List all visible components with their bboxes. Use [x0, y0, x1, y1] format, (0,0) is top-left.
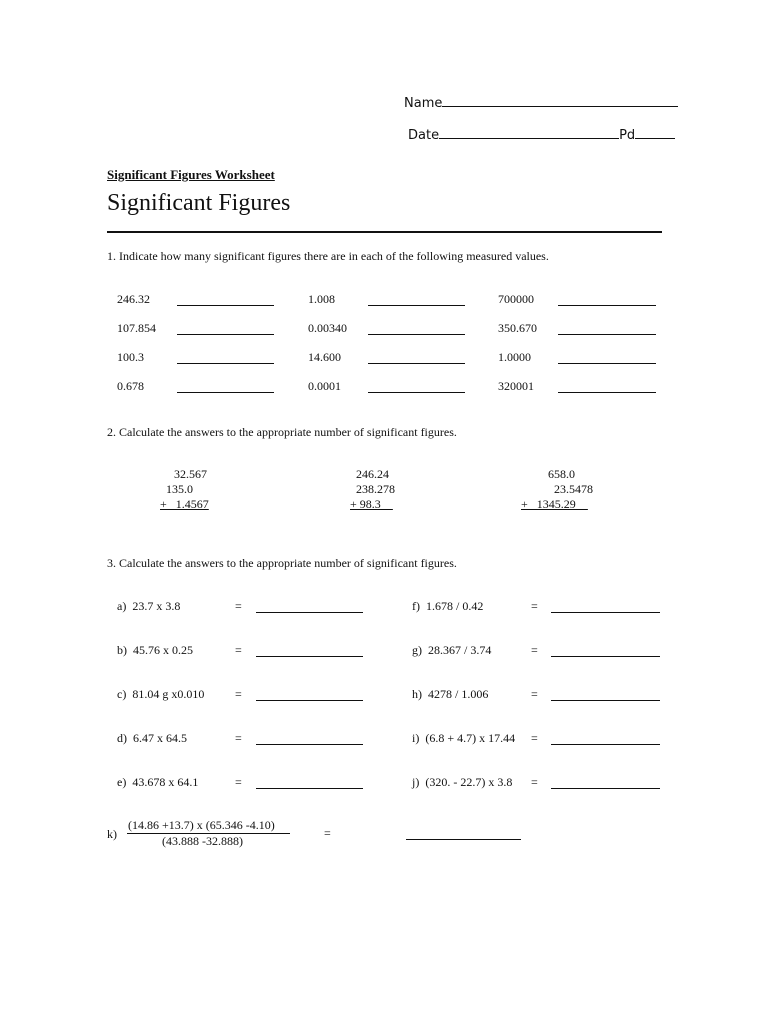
- q1-value: 1.008: [308, 292, 335, 306]
- q3-prompt: 3. Calculate the answers to the appropriate number of significant figures.: [107, 556, 457, 570]
- q1-value: 107.854: [117, 321, 156, 335]
- q3-expression: g) 28.367 / 3.74: [412, 643, 492, 657]
- q1-value: 100.3: [117, 350, 144, 364]
- q1-value: 246.32: [117, 292, 150, 306]
- q2-addend: 246.24: [356, 467, 389, 481]
- q3-answer-blank[interactable]: [551, 656, 660, 657]
- q2-addend-last: + 1345.29__: [521, 497, 588, 511]
- q1-answer-blank[interactable]: [177, 363, 274, 364]
- q1-answer-blank[interactable]: [558, 392, 656, 393]
- name-field-row: [404, 94, 678, 111]
- q1-value: 320001: [498, 379, 534, 393]
- date-label: Date: [408, 128, 440, 143]
- k-label: k): [107, 827, 117, 841]
- q3-answer-blank[interactable]: [256, 612, 363, 613]
- q1-answer-blank[interactable]: [558, 305, 656, 306]
- q3-expression: d) 6.47 x 64.5: [117, 731, 187, 745]
- equals-sign: =: [235, 599, 242, 613]
- q3-expression: h) 4278 / 1.006: [412, 687, 489, 701]
- q1-value: 700000: [498, 292, 534, 306]
- q2-addend: 658.0: [548, 467, 575, 481]
- q1-answer-blank[interactable]: [558, 334, 656, 335]
- q2-prompt: 2. Calculate the answers to the appropriate number of significant figures.: [107, 425, 457, 439]
- equals-sign: =: [235, 643, 242, 657]
- q3-expression: j) (320. - 22.7) x 3.8: [412, 775, 513, 789]
- q3-answer-blank[interactable]: [256, 656, 363, 657]
- equals-sign: =: [531, 643, 538, 657]
- equals-sign: =: [324, 826, 331, 840]
- q1-value: 0.00340: [308, 321, 347, 335]
- q2-addend: 238.278: [356, 482, 395, 496]
- q3-answer-blank[interactable]: [551, 788, 660, 789]
- equals-sign: =: [531, 775, 538, 789]
- q1-prompt: 1. Indicate how many significant figures there are in each of the following measured values.: [107, 249, 549, 263]
- q2-addend-last: + 1.4567: [160, 497, 209, 511]
- q3-answer-blank[interactable]: [551, 744, 660, 745]
- q1-value: 1.0000: [498, 350, 531, 364]
- equals-sign: =: [235, 731, 242, 745]
- q3-expression: i) (6.8 + 4.7) x 17.44: [412, 731, 516, 745]
- equals-sign: =: [235, 775, 242, 789]
- q1-answer-blank[interactable]: [177, 392, 274, 393]
- q2-addend: 23.5478: [554, 482, 593, 496]
- q3-expression: c) 81.04 g x0.010: [117, 687, 205, 701]
- q3-answer-blank[interactable]: [406, 839, 521, 840]
- period-label: Pd: [619, 128, 636, 143]
- equals-sign: =: [531, 599, 538, 613]
- k-numerator: (14.86 +13.7) x (65.346 -4.10): [128, 818, 275, 832]
- q1-answer-blank[interactable]: [558, 363, 656, 364]
- q2-addend-last: + 98.3__: [350, 497, 393, 511]
- date-field-row: [408, 126, 675, 143]
- q3-expression: e) 43.678 x 64.1: [117, 775, 199, 789]
- equals-sign: =: [531, 731, 538, 745]
- worksheet-title: Significant Figures Worksheet: [107, 167, 275, 182]
- name-label: Name: [404, 96, 443, 111]
- q3-expression: a) 23.7 x 3.8: [117, 599, 181, 613]
- q1-answer-blank[interactable]: [177, 334, 274, 335]
- q2-addend: 135.0: [166, 482, 193, 496]
- q2-addend: 32.567: [174, 467, 207, 481]
- q1-answer-blank[interactable]: [368, 363, 465, 364]
- heading-rule: [107, 231, 662, 233]
- name-input[interactable]: [442, 94, 678, 107]
- q3-answer-blank[interactable]: [551, 700, 660, 701]
- date-input[interactable]: [439, 126, 619, 139]
- q1-value: 0.0001: [308, 379, 341, 393]
- q3-answer-blank[interactable]: [256, 700, 363, 701]
- q3-expression: f) 1.678 / 0.42: [412, 599, 484, 613]
- q3-answer-blank[interactable]: [256, 744, 363, 745]
- q1-value: 0.678: [117, 379, 144, 393]
- q3-answer-blank[interactable]: [551, 612, 660, 613]
- equals-sign: =: [531, 687, 538, 701]
- k-denominator: (43.888 -32.888): [162, 834, 243, 848]
- period-input[interactable]: [635, 126, 675, 139]
- q1-answer-blank[interactable]: [368, 334, 465, 335]
- q1-value: 14.600: [308, 350, 341, 364]
- equals-sign: =: [235, 687, 242, 701]
- q3-answer-blank[interactable]: [256, 788, 363, 789]
- page-heading: Significant Figures: [107, 190, 291, 216]
- q1-value: 350.670: [498, 321, 537, 335]
- q1-answer-blank[interactable]: [368, 305, 465, 306]
- q1-answer-blank[interactable]: [368, 392, 465, 393]
- q1-answer-blank[interactable]: [177, 305, 274, 306]
- q3-expression: b) 45.76 x 0.25: [117, 643, 193, 657]
